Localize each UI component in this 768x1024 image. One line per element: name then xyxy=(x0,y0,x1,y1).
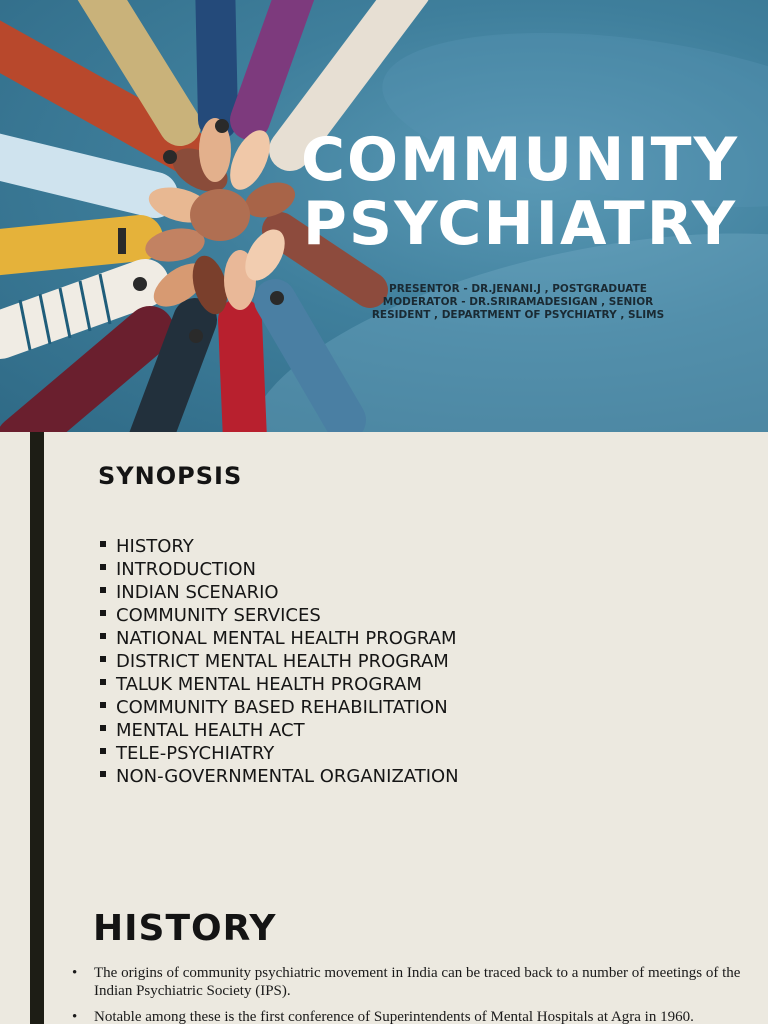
list-item: TELE-PSYCHIATRY xyxy=(98,742,498,765)
list-item: • Notable among these is the first conference of Superintendents of Mental Hospitals at Agra in 1960. xyxy=(72,1008,742,1024)
list-item: INDIAN SCENARIO xyxy=(98,581,498,604)
title-line: COMMUNITY xyxy=(300,125,740,195)
history-slide xyxy=(0,864,768,1024)
presenter-text: PRESENTOR - DR.JENANI.J , POSTGRADUATE xyxy=(389,283,647,295)
list-item: NON-GOVERNMENTAL ORGANIZATION xyxy=(98,765,498,788)
history-list xyxy=(72,964,742,1024)
slide-heading: SYNOPSIS xyxy=(98,462,243,490)
title-slide xyxy=(0,0,768,432)
list-item: COMMUNITY BASED REHABILITATION xyxy=(98,696,498,719)
list-item: NATIONAL MENTAL HEALTH PROGRAM xyxy=(98,627,498,650)
list-item: DISTRICT MENTAL HEALTH PROGRAM xyxy=(98,650,498,673)
synopsis-slide xyxy=(0,432,768,864)
moderator-text: MODERATOR - DR.SRIRAMADESIGAN , SENIOR RESIDENT , DEPARTMENT OF PSYCHIATRY , SLIMS xyxy=(371,296,665,321)
list-item: HISTORY xyxy=(98,535,498,558)
list-item: • The origins of community psychiatric movement in India can be traced back to a number of meetings of the Indian Psychiatric Society (IPS). xyxy=(72,964,742,1000)
slide-heading: HISTORY xyxy=(93,908,277,949)
slide-title xyxy=(300,125,740,259)
list-item: INTRODUCTION xyxy=(98,558,498,581)
synopsis-list xyxy=(98,535,498,788)
list-item: COMMUNITY SERVICES xyxy=(98,604,498,627)
accent-bar xyxy=(30,864,44,1024)
slide-subtitle xyxy=(368,283,668,322)
title-line: PSYCHIATRY xyxy=(302,189,738,259)
accent-bar xyxy=(30,432,44,864)
list-item: TALUK MENTAL HEALTH PROGRAM xyxy=(98,673,498,696)
list-item: MENTAL HEALTH ACT xyxy=(98,719,498,742)
